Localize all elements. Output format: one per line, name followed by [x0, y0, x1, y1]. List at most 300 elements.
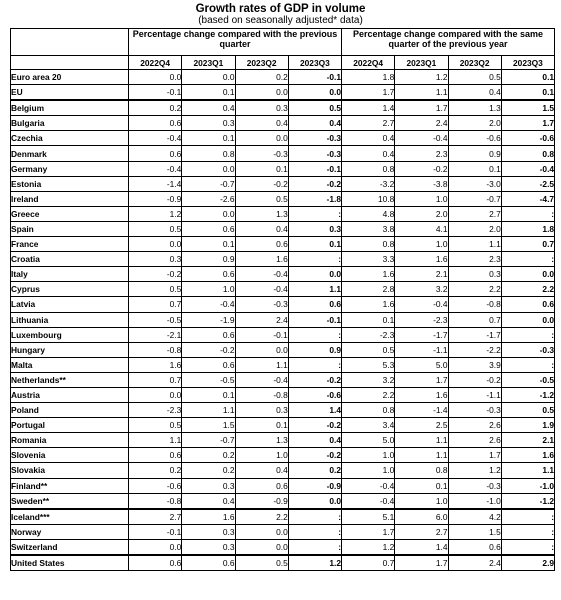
value-cell: 2.0 [448, 116, 501, 131]
country-name: Hungary [11, 342, 129, 357]
value-cell: -0.2 [448, 372, 501, 387]
value-cell: 0.6 [235, 478, 288, 493]
country-name: Belgium [11, 100, 129, 116]
table-row [11, 131, 555, 146]
value-cell: -0.4 [235, 267, 288, 282]
value-cell: 0.4 [235, 463, 288, 478]
value-cell: 0.1 [501, 70, 554, 85]
value-cell: -0.8 [448, 297, 501, 312]
table-row [11, 448, 555, 463]
country-name: Croatia [11, 252, 129, 267]
value-cell: 0.5 [129, 418, 182, 433]
table-row [11, 403, 555, 418]
value-cell: 2.4 [448, 555, 501, 571]
value-cell: 0.5 [448, 70, 501, 85]
value-cell: 0.0 [182, 206, 235, 221]
value-cell: -0.4 [235, 282, 288, 297]
table-row [11, 116, 555, 131]
value-cell: -0.4 [342, 478, 395, 493]
value-cell: 1.1 [235, 357, 288, 372]
value-cell: 1.5 [182, 418, 235, 433]
value-cell: 0.1 [235, 161, 288, 176]
value-cell: -0.6 [501, 131, 554, 146]
value-cell: -1.7 [395, 327, 448, 342]
value-cell: 0.6 [129, 555, 182, 571]
value-cell: -0.8 [129, 493, 182, 509]
value-cell: -3.0 [448, 176, 501, 191]
value-cell: -0.1 [235, 327, 288, 342]
value-cell: -0.2 [288, 418, 341, 433]
value-cell: 2.7 [129, 509, 182, 525]
value-cell: 0.3 [235, 100, 288, 116]
country-name: Germany [11, 161, 129, 176]
value-cell: 0.5 [288, 100, 341, 116]
value-cell: 1.1 [129, 433, 182, 448]
value-cell: -0.5 [129, 312, 182, 327]
value-cell: 0.1 [235, 418, 288, 433]
value-cell: 3.9 [448, 357, 501, 372]
value-cell: 2.7 [448, 206, 501, 221]
value-cell: 0.9 [288, 342, 341, 357]
value-cell: 3.8 [342, 221, 395, 236]
value-cell: 5.3 [342, 357, 395, 372]
country-name: Czechia [11, 131, 129, 146]
value-cell: 2.0 [395, 206, 448, 221]
value-cell: 0.2 [129, 463, 182, 478]
value-cell: 4.1 [395, 221, 448, 236]
value-cell: 0.4 [182, 493, 235, 509]
value-cell: 0.0 [235, 131, 288, 146]
value-cell: -4.7 [501, 191, 554, 206]
value-cell: 0.8 [342, 403, 395, 418]
quarter-header-yoy-2023q3: 2023Q3 [501, 56, 554, 70]
value-cell: 0.3 [288, 221, 341, 236]
value-cell: 0.8 [182, 146, 235, 161]
country-name: Denmark [11, 146, 129, 161]
value-cell: -0.3 [235, 297, 288, 312]
value-cell: 1.5 [501, 100, 554, 116]
value-cell: 2.3 [448, 252, 501, 267]
group-header-previous-quarter: Percentage change compared with the previous quarter [129, 29, 342, 56]
value-cell: 3.2 [395, 282, 448, 297]
value-cell: -0.4 [342, 493, 395, 509]
value-cell: 1.7 [395, 555, 448, 571]
country-name: EU [11, 85, 129, 101]
value-cell: 1.2 [448, 463, 501, 478]
value-cell: 2.7 [342, 116, 395, 131]
value-cell: 1.7 [342, 524, 395, 539]
value-cell: -0.1 [288, 70, 341, 85]
country-name: Sweden** [11, 493, 129, 509]
value-cell: 0.5 [129, 282, 182, 297]
value-cell: 0.7 [501, 237, 554, 252]
value-cell: 0.3 [182, 116, 235, 131]
country-name: Euro area 20 [11, 70, 129, 85]
value-cell: 0.2 [129, 100, 182, 116]
table-row [11, 206, 555, 221]
value-cell: 0.0 [182, 70, 235, 85]
value-cell: 0.6 [129, 448, 182, 463]
value-cell: : [288, 509, 341, 525]
table-row [11, 555, 555, 571]
value-cell: -0.4 [129, 161, 182, 176]
value-cell: 0.1 [342, 312, 395, 327]
country-name: Latvia [11, 297, 129, 312]
value-cell: 0.0 [235, 524, 288, 539]
value-cell: -0.7 [182, 433, 235, 448]
value-cell: -0.4 [235, 372, 288, 387]
table-row [11, 524, 555, 539]
value-cell: -2.3 [342, 327, 395, 342]
value-cell: : [501, 252, 554, 267]
value-cell: 0.7 [129, 372, 182, 387]
value-cell: 0.5 [235, 555, 288, 571]
country-name: Malta [11, 357, 129, 372]
value-cell: 0.4 [448, 85, 501, 101]
value-cell: 0.6 [182, 555, 235, 571]
value-cell: -0.3 [448, 478, 501, 493]
value-cell: 0.1 [395, 478, 448, 493]
value-cell: 2.9 [501, 555, 554, 571]
table-row [11, 539, 555, 555]
value-cell: -0.4 [501, 161, 554, 176]
value-cell: 0.0 [288, 493, 341, 509]
value-cell: -0.7 [182, 176, 235, 191]
quarter-header-qoq-2023q2: 2023Q2 [235, 56, 288, 70]
value-cell: -0.1 [129, 85, 182, 101]
value-cell: 1.3 [235, 433, 288, 448]
country-name: Estonia [11, 176, 129, 191]
value-cell: 2.6 [448, 418, 501, 433]
value-cell: -0.2 [288, 176, 341, 191]
value-cell: -0.4 [395, 131, 448, 146]
table-row [11, 70, 555, 85]
value-cell: 0.6 [182, 327, 235, 342]
value-cell: 1.0 [342, 448, 395, 463]
value-cell: 2.2 [342, 387, 395, 402]
value-cell: 2.1 [501, 433, 554, 448]
value-cell: 0.8 [501, 146, 554, 161]
value-cell: 0.0 [129, 387, 182, 402]
value-cell: 0.7 [129, 297, 182, 312]
value-cell: 0.7 [448, 312, 501, 327]
value-cell: -0.4 [395, 297, 448, 312]
value-cell: 0.6 [129, 116, 182, 131]
table-row [11, 418, 555, 433]
value-cell: 1.0 [342, 463, 395, 478]
value-cell: 1.1 [288, 282, 341, 297]
value-cell: 0.4 [342, 131, 395, 146]
value-cell: 0.4 [288, 116, 341, 131]
value-cell: 0.9 [448, 146, 501, 161]
value-cell: 1.7 [395, 100, 448, 116]
value-cell: 2.6 [448, 433, 501, 448]
value-cell: -0.3 [448, 403, 501, 418]
value-cell: : [501, 357, 554, 372]
value-cell: 0.0 [501, 267, 554, 282]
value-cell: 1.4 [395, 539, 448, 555]
value-cell: 4.8 [342, 206, 395, 221]
value-cell: -0.1 [288, 161, 341, 176]
value-cell: 0.1 [448, 161, 501, 176]
table-row [11, 509, 555, 525]
value-cell: 0.8 [395, 463, 448, 478]
value-cell: -0.9 [288, 478, 341, 493]
value-cell: -1.7 [448, 327, 501, 342]
value-cell: -0.5 [182, 372, 235, 387]
value-cell: 3.4 [342, 418, 395, 433]
value-cell: 0.6 [129, 146, 182, 161]
value-cell: 0.1 [182, 85, 235, 101]
value-cell: 0.0 [129, 70, 182, 85]
value-cell: : [501, 206, 554, 221]
country-name: Romania [11, 433, 129, 448]
value-cell: 0.1 [182, 387, 235, 402]
country-name: Poland [11, 403, 129, 418]
table-row [11, 387, 555, 402]
value-cell: 0.6 [182, 267, 235, 282]
table-row [11, 493, 555, 509]
value-cell: -0.3 [288, 131, 341, 146]
value-cell: 1.1 [501, 463, 554, 478]
value-cell: 0.3 [129, 252, 182, 267]
table-row [11, 342, 555, 357]
table-row [11, 282, 555, 297]
value-cell: 0.2 [235, 70, 288, 85]
value-cell: 0.5 [129, 221, 182, 236]
value-cell: : [288, 252, 341, 267]
value-cell: 1.1 [395, 85, 448, 101]
table-row [11, 357, 555, 372]
value-cell: 1.2 [342, 539, 395, 555]
country-name: Austria [11, 387, 129, 402]
value-cell: -1.4 [395, 403, 448, 418]
value-cell: -0.8 [235, 387, 288, 402]
table-row [11, 221, 555, 236]
value-cell: -1.4 [129, 176, 182, 191]
value-cell: 1.6 [501, 448, 554, 463]
value-cell: 1.8 [342, 70, 395, 85]
value-cell: -1.0 [448, 493, 501, 509]
value-cell: 2.1 [395, 267, 448, 282]
value-cell: 0.4 [288, 433, 341, 448]
value-cell: -2.1 [129, 327, 182, 342]
value-cell: -0.9 [129, 191, 182, 206]
value-cell: -0.6 [288, 387, 341, 402]
country-name: Switzerland [11, 539, 129, 555]
value-cell: 0.4 [235, 221, 288, 236]
value-cell: 1.7 [448, 448, 501, 463]
value-cell: -0.8 [129, 342, 182, 357]
page-title: Growth rates of GDP in volume [195, 3, 366, 15]
value-cell: -0.2 [182, 342, 235, 357]
country-name: United States [11, 555, 129, 571]
table-row [11, 85, 555, 101]
table-row [11, 100, 555, 116]
country-name: Cyprus [11, 282, 129, 297]
value-cell: -1.2 [501, 493, 554, 509]
value-cell: 0.3 [182, 539, 235, 555]
value-cell: -1.1 [448, 387, 501, 402]
value-cell: 0.0 [288, 85, 341, 101]
value-cell: 0.1 [288, 237, 341, 252]
value-cell: -0.4 [182, 297, 235, 312]
value-cell: -2.3 [129, 403, 182, 418]
country-name: Slovenia [11, 448, 129, 463]
value-cell: -0.1 [288, 312, 341, 327]
table-row [11, 463, 555, 478]
value-cell: 0.5 [235, 191, 288, 206]
value-cell: 2.4 [395, 116, 448, 131]
table-row [11, 252, 555, 267]
value-cell: 5.0 [395, 357, 448, 372]
value-cell: 1.1 [395, 433, 448, 448]
value-cell: 1.1 [182, 403, 235, 418]
value-cell: -0.3 [235, 146, 288, 161]
value-cell: 1.7 [501, 116, 554, 131]
value-cell: 1.4 [342, 100, 395, 116]
value-cell: -0.1 [129, 524, 182, 539]
value-cell: 0.8 [342, 237, 395, 252]
value-cell: 1.7 [395, 372, 448, 387]
value-cell: 0.3 [235, 403, 288, 418]
value-cell: : [288, 206, 341, 221]
value-cell: 0.1 [501, 85, 554, 101]
value-cell: 0.0 [235, 342, 288, 357]
value-cell: 0.6 [501, 297, 554, 312]
value-cell: -0.2 [395, 161, 448, 176]
value-cell: -0.3 [288, 146, 341, 161]
value-cell: -0.9 [235, 493, 288, 509]
value-cell: 1.1 [448, 237, 501, 252]
country-name: Portugal [11, 418, 129, 433]
value-cell: -3.8 [395, 176, 448, 191]
corner-cell [11, 29, 129, 56]
table-row [11, 312, 555, 327]
value-cell: 1.6 [395, 387, 448, 402]
table-row [11, 372, 555, 387]
country-name: Spain [11, 221, 129, 236]
quarter-header-yoy-2023q1: 2023Q1 [395, 56, 448, 70]
value-cell: 0.2 [182, 463, 235, 478]
value-cell: -0.4 [129, 131, 182, 146]
value-cell: 2.2 [235, 509, 288, 525]
value-cell: -0.6 [448, 131, 501, 146]
value-cell: 2.2 [448, 282, 501, 297]
value-cell: : [501, 524, 554, 539]
value-cell: 5.1 [342, 509, 395, 525]
value-cell: 0.3 [182, 478, 235, 493]
value-cell: 2.7 [395, 524, 448, 539]
value-cell: 1.3 [235, 206, 288, 221]
value-cell: -0.6 [129, 478, 182, 493]
value-cell: -2.2 [448, 342, 501, 357]
country-name: Ireland [11, 191, 129, 206]
value-cell: 1.8 [501, 221, 554, 236]
value-cell: 1.6 [342, 297, 395, 312]
country-name: Iceland*** [11, 509, 129, 525]
value-cell: -2.6 [182, 191, 235, 206]
value-cell: 6.0 [395, 509, 448, 525]
value-cell: -0.5 [501, 372, 554, 387]
value-cell: 1.6 [342, 267, 395, 282]
country-name: Netherlands** [11, 372, 129, 387]
value-cell: -1.1 [395, 342, 448, 357]
quarter-header-qoq-2022q4: 2022Q4 [129, 56, 182, 70]
value-cell: 1.6 [395, 252, 448, 267]
value-cell: 1.6 [235, 252, 288, 267]
value-cell: 1.5 [448, 524, 501, 539]
quarter-header-qoq-2023q3: 2023Q3 [288, 56, 341, 70]
gdp-growth-table [10, 28, 555, 571]
value-cell: 1.2 [395, 70, 448, 85]
value-cell: 0.7 [342, 555, 395, 571]
value-cell: -2.5 [501, 176, 554, 191]
value-cell: : [501, 539, 554, 555]
value-cell: 0.1 [182, 131, 235, 146]
table-row [11, 161, 555, 176]
value-cell: -1.9 [182, 312, 235, 327]
value-cell: 0.0 [235, 539, 288, 555]
value-cell: 0.2 [182, 448, 235, 463]
value-cell: : [288, 539, 341, 555]
value-cell: -0.2 [288, 448, 341, 463]
value-cell: 0.0 [235, 85, 288, 101]
value-cell: 1.0 [395, 237, 448, 252]
value-cell: 0.4 [182, 100, 235, 116]
value-cell: 0.2 [288, 463, 341, 478]
value-cell: 0.5 [342, 342, 395, 357]
page-subtitle: (based on seasonally adjusted* data) [198, 15, 363, 26]
value-cell: -3.2 [342, 176, 395, 191]
country-name: Norway [11, 524, 129, 539]
value-cell: 1.3 [448, 100, 501, 116]
value-cell: 1.6 [182, 509, 235, 525]
value-cell: 1.2 [288, 555, 341, 571]
value-cell: : [288, 357, 341, 372]
table-row [11, 191, 555, 206]
value-cell: 4.2 [448, 509, 501, 525]
value-cell: 0.6 [448, 539, 501, 555]
value-cell: -0.7 [448, 191, 501, 206]
value-cell: 1.0 [395, 493, 448, 509]
value-cell: -1.2 [501, 387, 554, 402]
value-cell: 0.0 [129, 539, 182, 555]
value-cell: 0.8 [342, 161, 395, 176]
value-cell: 1.7 [342, 85, 395, 101]
value-cell: 1.0 [395, 191, 448, 206]
value-cell: 0.3 [448, 267, 501, 282]
quarter-header-yoy-2022q4: 2022Q4 [342, 56, 395, 70]
value-cell: 3.3 [342, 252, 395, 267]
country-name: Bulgaria [11, 116, 129, 131]
country-name: Greece [11, 206, 129, 221]
value-cell: 0.6 [182, 221, 235, 236]
country-name: Lithuania [11, 312, 129, 327]
value-cell: 1.6 [129, 357, 182, 372]
value-cell: 2.0 [448, 221, 501, 236]
value-cell: 1.4 [288, 403, 341, 418]
value-cell: : [288, 524, 341, 539]
group-header-previous-year: Percentage change compared with the same quarter of the previous year [342, 29, 555, 56]
table-row [11, 478, 555, 493]
value-cell: 0.9 [182, 252, 235, 267]
value-cell: -0.3 [501, 342, 554, 357]
corner-cell-lower [11, 56, 129, 70]
value-cell: 0.3 [182, 524, 235, 539]
value-cell: 1.1 [395, 448, 448, 463]
value-cell: 2.4 [235, 312, 288, 327]
